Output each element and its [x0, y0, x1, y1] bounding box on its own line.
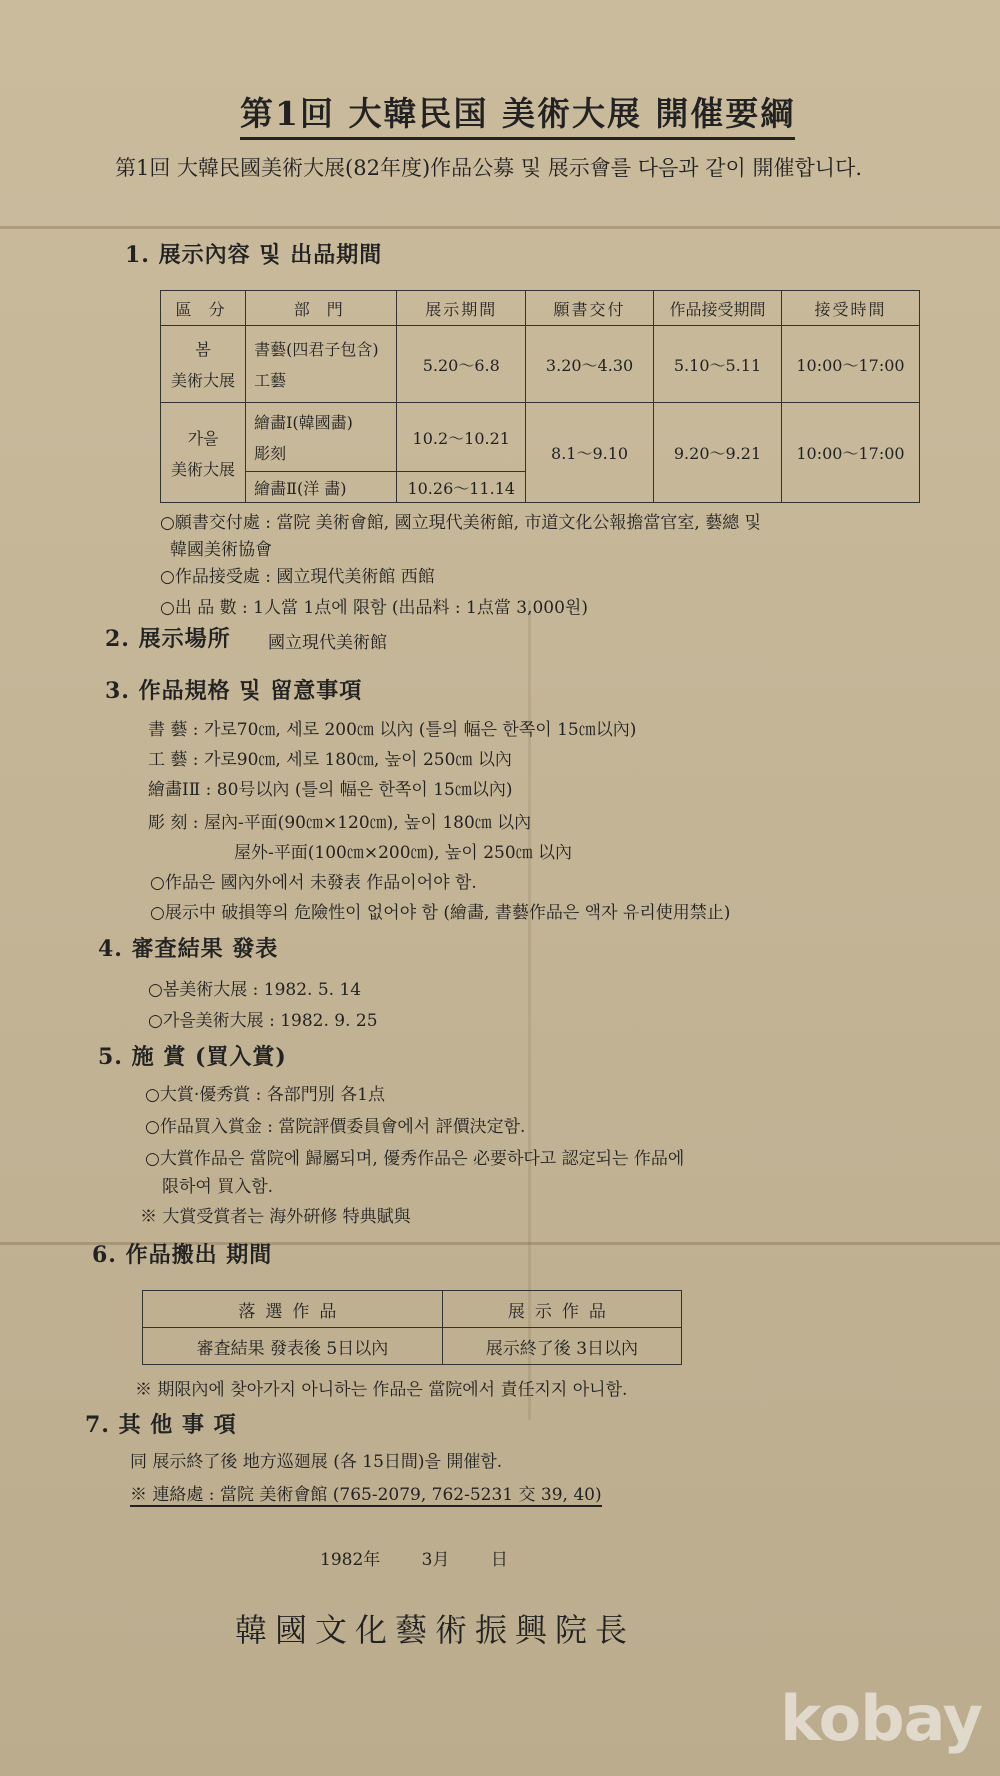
award-line: ○作品買入賞金 : 當院評價委員會에서 評價決定함.	[145, 1117, 526, 1137]
table-cell: 8.1～9.10	[526, 403, 654, 503]
contact-line: ※ 連絡處 : 當院 美術會館 (765-2079, 762-5231 交 39, 40)	[130, 1480, 602, 1507]
cell-text: 工藝	[254, 371, 287, 390]
cell-text: 美術大展	[171, 459, 236, 479]
table-cell: 5.20～6.8	[397, 326, 526, 403]
table-header-row	[161, 291, 920, 326]
table-cell: 10.2～10.21	[397, 403, 526, 472]
table-cell: 9.20～9.21	[654, 403, 782, 503]
section-1-heading: 1. 展示內容 및 出品期間	[125, 242, 383, 268]
exhibition-schedule-table	[160, 290, 920, 503]
table-header: 部 門	[246, 291, 397, 326]
table-header: 展示作品	[442, 1291, 681, 1328]
spec-line: 工 藝 : 가로90㎝, 세로 180㎝, 높이 250㎝ 以內	[148, 750, 512, 770]
note-line: ○出 品 數 : 1人當 1点에 限함 (出品料 : 1点當 3,000원)	[160, 598, 588, 618]
spec-line: 繪畵ⅠⅡ : 80号以內 (틀의 幅은 한쪽이 15㎝以內)	[148, 780, 513, 800]
award-line: 限하여 買入함.	[162, 1177, 274, 1197]
table-cell: 審査結果 發表後 5日以內	[143, 1328, 443, 1365]
table-cell: 繪畵Ⅱ(洋 畵)	[246, 472, 397, 503]
intro-text: 第1回 大韓民國美術大展(82年度)作品公募 및 展示會를 다음과 같이 開催합니다.	[115, 156, 863, 180]
section-5-heading: 5. 施 賞 (買入賞)	[98, 1044, 287, 1070]
table-cell	[246, 403, 397, 472]
section-6-heading: 6. 作品搬出 期間	[92, 1242, 273, 1268]
spec-line: ○展示中 破損等의 危險性이 없어야 함 (繪畵, 書藝作品은 액자 유리使用禁止)	[150, 903, 731, 923]
note-line: ○作品接受處 : 國立現代美術館 西館	[160, 567, 435, 587]
fold-line	[0, 226, 1000, 229]
table-cell	[246, 326, 397, 403]
watermark-logo: kobay	[780, 1682, 982, 1755]
section-2-heading: 2. 展示場所	[105, 626, 231, 652]
table-header: 區 分	[161, 291, 246, 326]
table-cell	[161, 403, 246, 503]
note-line: 韓國美術協會	[170, 540, 272, 560]
other-line: 同 展示終了後 地方巡廻展 (各 15日間)을 開催함.	[130, 1452, 503, 1472]
table-header: 願書交付	[526, 291, 654, 326]
spec-line: 書 藝 : 가로70㎝, 세로 200㎝ 以內 (틀의 幅은 한쪽이 15㎝以內)	[148, 720, 637, 740]
removal-note: ※ 期限內에 찾아가지 아니하는 作品은 當院에서 責任지지 아니함.	[135, 1380, 628, 1400]
award-line: ※ 大賞受賞者는 海外硏修 特典賦與	[140, 1207, 411, 1227]
issuer-name: 韓國文化藝術振興院長	[235, 1611, 636, 1649]
result-line: ○봄美術大展 : 1982. 5. 14	[148, 980, 362, 1000]
table-header: 作品接受期間	[654, 291, 782, 326]
removal-period-table	[142, 1290, 682, 1365]
table-cell: 5.10～5.11	[654, 326, 782, 403]
table-header-row	[143, 1291, 682, 1328]
table-cell: 展示終了後 3日以內	[442, 1328, 681, 1365]
cell-text: 彫刻	[254, 444, 287, 463]
document-title: 第1回 大韓民国 美術大展 開催要綱	[240, 88, 795, 140]
table-header: 落選作品	[143, 1291, 443, 1328]
table-cell: 10:00～17:00	[781, 403, 919, 503]
award-line: ○大賞作品은 當院에 歸屬되며, 優秀作品은 必要하다고 認定되는 作品에	[145, 1149, 685, 1169]
cell-text: 가을	[187, 428, 219, 448]
cell-text: 美術大展	[171, 371, 236, 390]
award-line: ○大賞·優秀賞 : 各部門別 各1点	[145, 1085, 385, 1105]
exhibition-venue: 國立現代美術館	[268, 633, 387, 653]
table-cell: 3.20～4.30	[526, 326, 654, 403]
cell-text: 書藝(四君子包含)	[254, 340, 379, 359]
spec-line: 彫 刻 : 屋內-平面(90㎝×120㎝), 높이 180㎝ 以內	[148, 813, 532, 833]
table-header: 展示期間	[397, 291, 526, 326]
table-cell: 10:00～17:00	[781, 326, 919, 403]
spec-line: 屋外-平面(100㎝×200㎝), 높이 250㎝ 以內	[234, 843, 573, 863]
section-4-heading: 4. 審査結果 發表	[98, 936, 279, 962]
table-header: 接受時間	[781, 291, 919, 326]
table-row	[161, 403, 920, 472]
note-line: ○願書交付處 : 當院 美術會館, 國立現代美術館, 市道文化公報擔當官室, 藝總 및	[160, 513, 762, 533]
table-cell	[161, 326, 246, 403]
section-7-heading: 7. 其 他 事 項	[85, 1412, 237, 1438]
result-line: ○가을美術大展 : 1982. 9. 25	[148, 1011, 378, 1031]
spec-line: ○作品은 國內外에서 未發表 作品이어야 함.	[150, 873, 477, 893]
table-row	[161, 326, 920, 403]
section-3-heading: 3. 作品規格 및 留意事項	[105, 678, 363, 704]
table-cell: 10.26～11.14	[397, 472, 526, 503]
issue-date: 1982年 3月 日	[320, 1550, 508, 1570]
cell-text: 繪畵Ⅰ(韓國畵)	[254, 413, 353, 432]
table-row	[143, 1328, 682, 1365]
cell-text: 봄	[195, 340, 211, 359]
